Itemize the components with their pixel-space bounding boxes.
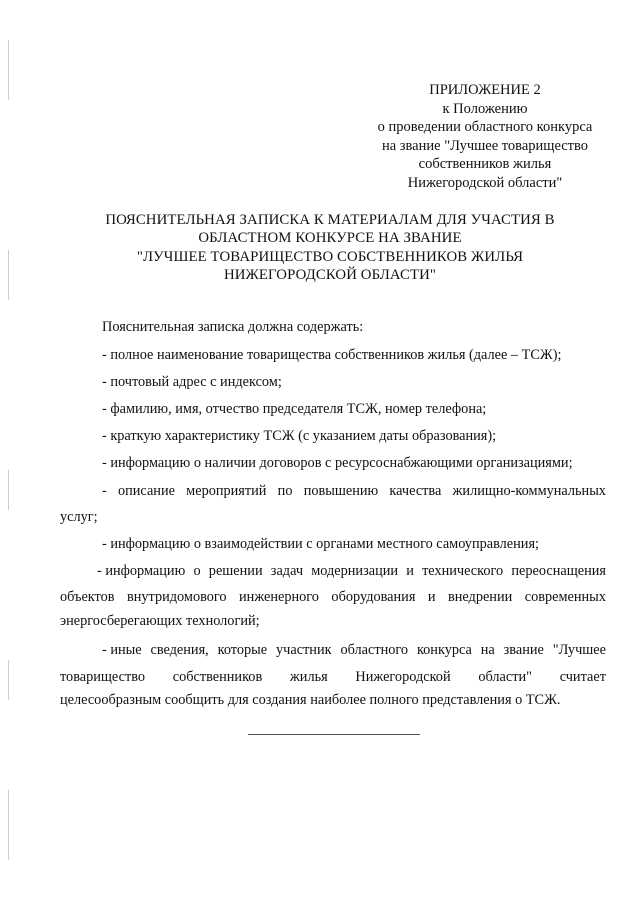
list-item: - полное наименование товарищества собственников жилья (далее – ТСЖ); — [102, 347, 562, 363]
word: собственников — [172, 669, 263, 685]
word: области" — [478, 669, 532, 685]
justified-line — [102, 483, 606, 500]
word: - иные — [102, 642, 142, 658]
list-item: - информацию о взаимодействии с органами местного самоуправления; — [102, 536, 539, 552]
word: и — [406, 563, 414, 579]
scan-edge-mark — [8, 660, 9, 700]
word: жилищно-коммунальных — [452, 483, 606, 499]
scan-edge-mark — [8, 40, 9, 100]
word: объектов — [60, 589, 115, 605]
title-line: "ЛУЧШЕЕ ТОВАРИЩЕСТВО СОБСТВЕННИКОВ ЖИЛЬЯ — [136, 248, 524, 265]
appendix-line: о проведении областного конкурса — [377, 119, 593, 136]
separator-line — [248, 734, 420, 735]
list-item: - фамилию, имя, отчество председателя ТСЖ, номер телефона; — [102, 401, 487, 417]
list-item-continuation: услуг; — [60, 509, 98, 525]
word: которые — [217, 642, 268, 658]
word: технического — [422, 563, 504, 579]
word: внедрении — [447, 589, 513, 605]
word: задач — [270, 563, 304, 579]
list-item-continuation: целесообразным сообщить для создания наиболее полного представления о ТСЖ. — [60, 692, 561, 708]
word: - — [102, 483, 107, 499]
title-line: НИЖЕГОРОДСКОЙ ОБЛАСТИ" — [223, 267, 437, 284]
word: товарищество — [60, 669, 146, 685]
scan-edge-mark — [8, 790, 9, 860]
word: жилья — [289, 669, 328, 685]
word: Нижегородской — [355, 669, 451, 685]
justified-line — [60, 589, 606, 606]
word: качества — [389, 483, 442, 499]
word: на — [480, 642, 495, 658]
title-line: ПОЯСНИТЕЛЬНАЯ ЗАПИСКА К МАТЕРИАЛАМ ДЛЯ УЧАСТИЯ В — [105, 212, 555, 228]
word: решении — [208, 563, 263, 579]
word: мероприятий — [186, 483, 267, 499]
appendix-line: на звание "Лучшее товарищество — [381, 137, 589, 154]
word: - информацию — [97, 563, 186, 579]
appendix-line: ПРИЛОЖЕНИЕ 2 — [429, 82, 541, 98]
scan-edge-mark — [8, 250, 9, 300]
appendix-header — [360, 81, 610, 193]
title-line: ОБЛАСТНОМ КОНКУРСЕ НА ЗВАНИЕ — [198, 230, 462, 247]
list-item-continuation — [60, 589, 606, 606]
word: звание — [503, 642, 544, 658]
word: областного — [340, 642, 409, 658]
word: описание — [117, 483, 175, 499]
word: о — [193, 563, 201, 579]
list-item-continuation — [60, 669, 606, 686]
word: современных — [524, 589, 606, 605]
list-item: - информацию о наличии договоров с ресурсоснабжающими организациями; — [102, 455, 573, 471]
list-item — [60, 642, 606, 659]
document-title — [80, 211, 580, 285]
list-item: - почтовый адрес с индексом; — [102, 374, 282, 390]
list-item — [60, 483, 606, 500]
list-item: - краткую характеристику ТСЖ (с указанием даты образования); — [102, 428, 497, 444]
appendix-line: Нижегородской области" — [407, 174, 563, 191]
word: инженерного — [239, 589, 319, 605]
list-item-continuation: энергосберегающих технологий; — [60, 613, 260, 629]
word: участник — [276, 642, 332, 658]
intro-paragraph: Пояснительная записка должна содержать: — [102, 319, 364, 335]
appendix-line: собственников жилья — [418, 156, 552, 173]
word: по — [277, 483, 293, 499]
word: и — [427, 589, 436, 605]
word: внутридомового — [126, 589, 227, 605]
word: повышению — [303, 483, 379, 499]
word: оборудования — [331, 589, 416, 605]
word: переоснащения — [511, 563, 606, 579]
scan-edge-mark — [8, 470, 9, 510]
justified-line — [97, 563, 606, 580]
word: модернизации — [311, 563, 399, 579]
word: "Лучшее — [552, 642, 606, 658]
word: считает — [559, 669, 606, 685]
word: конкурса — [416, 642, 472, 658]
word: сведения, — [150, 642, 209, 658]
list-item — [60, 563, 606, 580]
appendix-line: к Положению — [442, 100, 528, 117]
justified-line — [60, 669, 606, 686]
justified-line — [102, 642, 606, 659]
